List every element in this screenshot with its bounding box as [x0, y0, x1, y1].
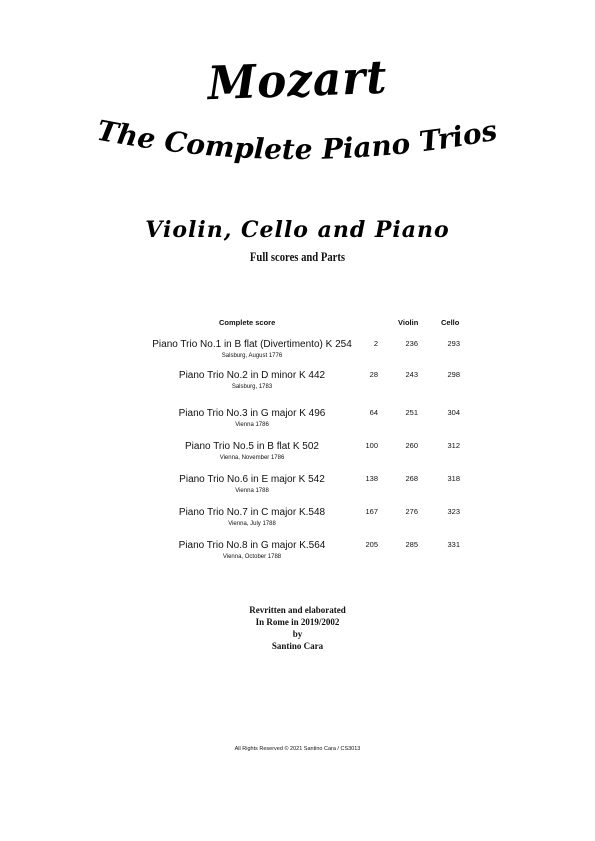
cello-page: 293: [447, 339, 460, 348]
cello-page: 318: [447, 474, 460, 483]
credit-line: Revritten and elaborated: [249, 605, 346, 615]
score-page: 138: [365, 474, 378, 483]
full-scores-label: Full scores and Parts: [249, 250, 346, 264]
table-row: [0, 369, 595, 405]
work-place-date: Salsburg, 1783: [231, 384, 273, 390]
cello-page: 298: [447, 370, 460, 379]
cello-page: 331: [447, 540, 460, 549]
header-cello: Cello: [441, 318, 460, 327]
table-row: [0, 473, 595, 509]
work-cell: [130, 369, 374, 392]
score-page: 100: [365, 441, 378, 450]
table-row: [0, 440, 595, 476]
violin-page: 260: [405, 441, 418, 450]
table-row: [0, 407, 595, 443]
work-title: Piano Trio No.3 in G major K 496: [178, 408, 326, 419]
table-row: [0, 506, 595, 542]
collection-subtitle: [0, 110, 595, 190]
work-place-date: Vienna, November 1786: [219, 455, 285, 461]
work-place-date: Salsburg, August 1776: [221, 353, 283, 359]
violin-page: 285: [405, 540, 418, 549]
score-page: 28: [369, 370, 378, 379]
work-title: Piano Trio No.6 in E major K 542: [179, 474, 325, 485]
work-cell: [130, 338, 374, 361]
violin-page: 236: [405, 339, 418, 348]
copyright-notice: All Rights Reserved © 2021 Santino Cara / CS3013: [234, 746, 361, 752]
work-title: Piano Trio No.5 in B flat K 502: [185, 441, 319, 452]
score-page: 205: [365, 540, 378, 549]
work-place-date: Vienna 1786: [235, 422, 269, 428]
table-row: [0, 539, 595, 575]
composer-title: Mozart: [206, 49, 389, 111]
work-cell: [130, 407, 374, 430]
work-place-date: Vienna, July 1788: [228, 521, 276, 527]
credits-block: [0, 604, 595, 652]
violin-page: 243: [405, 370, 418, 379]
work-cell: [130, 473, 374, 496]
credit-line: In Rome in 2019/2002: [255, 617, 340, 627]
work-cell: [130, 440, 374, 463]
work-title: Piano Trio No.8 in G major K.564: [178, 540, 326, 551]
work-title: Piano Trio No.2 in D minor K 442: [178, 370, 326, 381]
header-complete-score: Complete score: [219, 318, 276, 327]
instrumentation-heading: Violin, Cello and Piano: [145, 217, 450, 243]
work-place-date: Vienna, October 1788: [222, 554, 282, 560]
credit-line: Santino Cara: [271, 641, 324, 651]
work-title: Piano Trio No.7 in C major K.548: [178, 507, 326, 518]
score-page: 2: [373, 339, 378, 348]
work-title: Piano Trio No.1 in B flat (Divertimento) K 254: [152, 339, 352, 350]
violin-page: 268: [405, 474, 418, 483]
svg-text:The Complete Piano Trios: [94, 114, 500, 166]
cello-page: 304: [447, 408, 460, 417]
violin-page: 276: [405, 507, 418, 516]
work-cell: [130, 506, 374, 529]
score-page: 167: [365, 507, 378, 516]
violin-page: 251: [405, 408, 418, 417]
cello-page: 323: [447, 507, 460, 516]
credit-line: by: [292, 629, 303, 639]
work-cell: [130, 539, 374, 562]
work-place-date: Vienna 1788: [235, 488, 269, 494]
score-page: 64: [369, 408, 378, 417]
header-violin: Violin: [398, 318, 419, 327]
cello-page: 312: [447, 441, 460, 450]
subtitle-text: The Complete Piano Trios: [94, 113, 500, 167]
